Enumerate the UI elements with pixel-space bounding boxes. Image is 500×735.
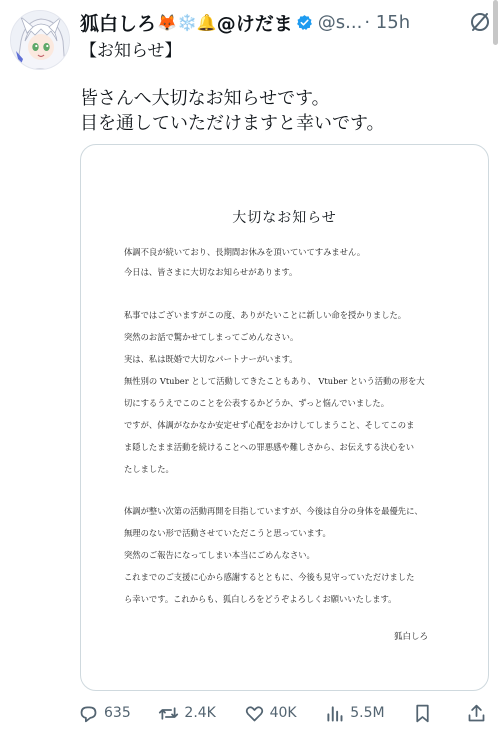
avatar[interactable] xyxy=(10,10,70,70)
tweet-text-line: 皆さんへ大切なお知らせです。 xyxy=(80,88,330,109)
author-emojis: 🦊❄️🔔 xyxy=(157,12,217,32)
tweet-actions xyxy=(78,700,492,726)
author-handle[interactable]: @s... xyxy=(317,11,363,33)
tweet-text-line: 目を通していただけますと幸いです。 xyxy=(80,113,385,134)
reply-button[interactable] xyxy=(78,703,131,724)
share-icon xyxy=(466,703,487,724)
letter-line: 私事ではございますがこの度、ありがたいことに新しい命を授かりました。 xyxy=(124,310,407,320)
repost-button[interactable] xyxy=(158,703,215,724)
letter-line: 今日は、皆さまに大切なお知らせがあります。 xyxy=(124,267,298,277)
scrollbar[interactable] xyxy=(493,0,498,45)
share-button[interactable] xyxy=(466,703,492,724)
reply-count: 635 xyxy=(104,705,131,721)
views-button[interactable] xyxy=(324,703,384,724)
views-icon xyxy=(324,703,345,724)
letter-line: 無性別の Vtuber として活動してきたこともあり、 Vtuber という活動の形を大 xyxy=(124,376,425,386)
letter-line: 実は、私は既婚で大切なパートナーがいます。 xyxy=(124,354,298,364)
reply-icon xyxy=(78,703,99,724)
letter-line: たしました。 xyxy=(124,464,174,474)
letter-signature: 狐白しろ xyxy=(393,632,428,642)
letter-line: 体調が整い次第の活動再開を目指していますが、今後は自分の身体を最優先に、 xyxy=(124,506,423,516)
letter-line: ま隠したまま活動を続けることへの罪悪感や難しさから、お伝えする決心をい xyxy=(124,442,415,452)
post-time[interactable]: · 15h xyxy=(364,11,411,33)
tweet-text xyxy=(80,86,385,136)
repost-icon xyxy=(158,703,179,724)
repost-count: 2.4K xyxy=(184,705,216,721)
avatar-image xyxy=(11,11,69,69)
announcement-tag: 【お知らせ】 xyxy=(80,41,182,61)
like-button[interactable] xyxy=(244,703,297,724)
author-name-suffix[interactable]: @けだま xyxy=(216,12,293,35)
letter-line: 突然のご報告になってしまい本当にごめんなさい。 xyxy=(124,550,315,560)
letter-title: 大切なお知らせ xyxy=(232,210,337,226)
bookmark-button[interactable] xyxy=(412,703,438,724)
attached-image[interactable] xyxy=(80,144,489,691)
heart-icon xyxy=(244,703,265,724)
letter-line: 突然のお話で驚かせてしまってごめんなさい。 xyxy=(124,332,299,342)
bookmark-icon xyxy=(412,703,433,724)
letter-line: ら幸いです。これからも、狐白しろをどうぞよろしくお願いいたします。 xyxy=(124,594,397,604)
author-name[interactable]: 狐白しろ xyxy=(80,12,157,35)
letter-line: 切にするうえでこのことを公表するかどうか、ずっと悩んでいました。 xyxy=(124,398,390,408)
like-count: 40K xyxy=(269,705,297,721)
tweet-header xyxy=(80,8,492,36)
views-count: 5.5M xyxy=(350,705,385,721)
letter-line: 体調不良が続いており、長期間お休みを頂いていてすみません。 xyxy=(124,247,366,257)
letter-line: これまでのご支援に心から感謝するとともに、今後も見守っていただけました xyxy=(124,572,415,582)
verified-badge-icon xyxy=(296,14,313,31)
letter-line: ですが、体調がなかなか安定せず心配をおかけしてしまうこと、そしてこのま xyxy=(124,420,415,430)
letter-line: 無理のない形で活動させていただこうと思っています。 xyxy=(124,528,331,538)
grok-icon[interactable] xyxy=(468,10,492,34)
